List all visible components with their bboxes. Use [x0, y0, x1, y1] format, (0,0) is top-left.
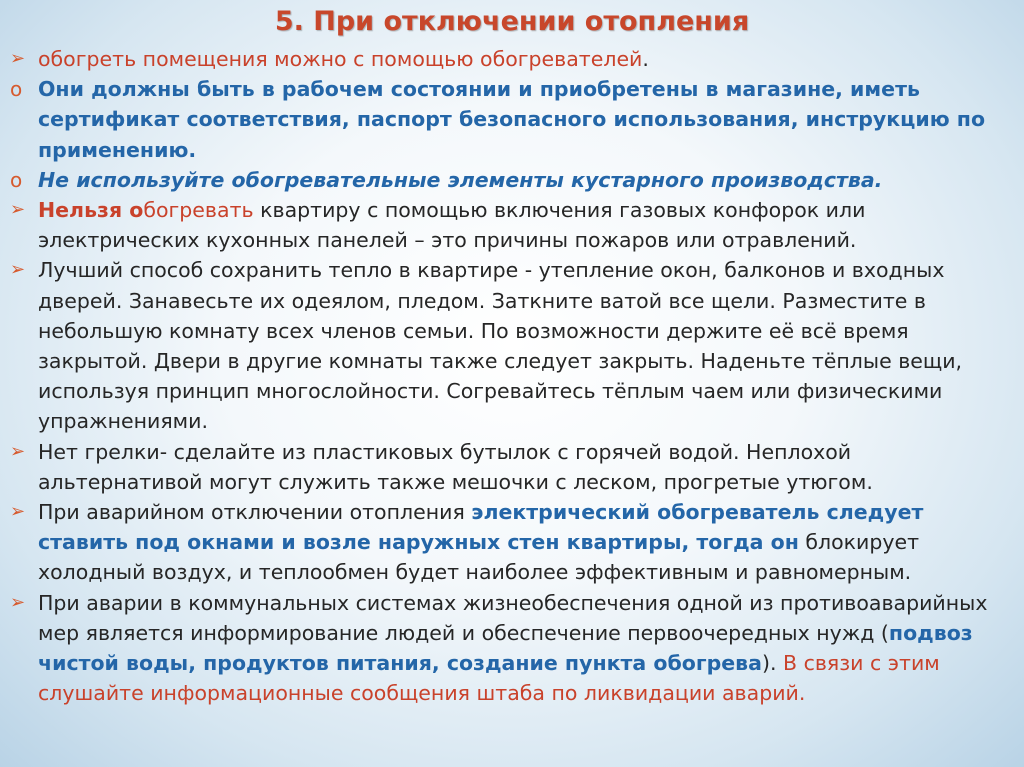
- text-segment: Нет грелки- сделайте из пластиковых бутылок с горячей водой. Неплохой альтернативой могут служить также мешочки с леском, прогретые утюгом.: [38, 439, 873, 494]
- arrow-bullet-icon: ➢: [10, 591, 26, 613]
- arrow-bullet-icon: ➢: [10, 440, 26, 462]
- slide-title: 5. При отключении отопления: [274, 6, 750, 37]
- arrow-bullet-icon: ➢: [10, 259, 26, 281]
- circle-bullet-icon: o: [10, 77, 23, 102]
- text-segment: Не используйте обогревательные элементы кустарного производства.: [38, 167, 883, 192]
- text-segment: ).: [761, 651, 783, 676]
- text-segment: .: [642, 47, 649, 71]
- text-segment: Лучший способ сохранить тепло в квартире - утепление окон, балконов и входных дверей. Занавесьте их одеялом, пледом. Заткните ватой все щели. Разместите в небольшую комнату всех членов семьи. По возможности держите её всё время закрытой. Двери в другие комнаты также следует закрыть. Наденьте тёплые вещи, используя принцип многослойности. Согревайтесь тёплым чаем или физическими упражнениями.: [38, 258, 963, 434]
- text-segment: подвоз чистой воды, продуктов питания, создание пункта обогрева: [38, 620, 973, 676]
- text-segment: При аварии в коммунальных системах жизнеобеспечения одной из противоаварийных мер является информирование людей и обеспечение первоочередных нужд (: [38, 590, 988, 645]
- list-item: [10, 497, 1010, 588]
- text-segment: В связи с этим слушайте информационные сообщения штаба по ликвидации аварий.: [38, 651, 940, 706]
- text-segment: блокирует холодный воздух, и теплообмен будет наиболее эффективным и равномерным.: [38, 530, 920, 585]
- list-item: [10, 165, 1010, 195]
- text-segment: При аварийном отключении отопления: [38, 500, 472, 525]
- list-item: [10, 437, 1010, 497]
- arrow-bullet-icon: ➢: [10, 501, 26, 523]
- list-item: [10, 74, 1010, 165]
- text-segment: квартиру с помощью включения газовых конфорок или электрических кухонных панелей – это причины пожаров или отравлений.: [38, 198, 866, 253]
- list-item: [10, 588, 1010, 709]
- arrow-bullet-icon: ➢: [10, 48, 26, 69]
- list-item: [10, 44, 1010, 74]
- list-item: [10, 195, 1010, 255]
- arrow-bullet-icon: ➢: [10, 199, 26, 221]
- circle-bullet-icon: o: [10, 167, 23, 192]
- bullet-list: [10, 44, 1010, 708]
- text-segment: Нельзя о: [38, 198, 144, 223]
- text-segment: электрический обогреватель следует ставить под окнами и возле наружных стен квартиры, тогда он: [38, 500, 924, 555]
- text-segment: Они должны быть в рабочем состоянии и приобретены в магазине, иметь сертификат соответствия, паспорт безопасного использования, инструкцию по применению.: [38, 77, 986, 162]
- list-item: [10, 255, 1010, 436]
- text-segment: обогреть помещения можно с помощью обогревателей: [38, 47, 643, 71]
- text-segment: богревать: [143, 198, 254, 223]
